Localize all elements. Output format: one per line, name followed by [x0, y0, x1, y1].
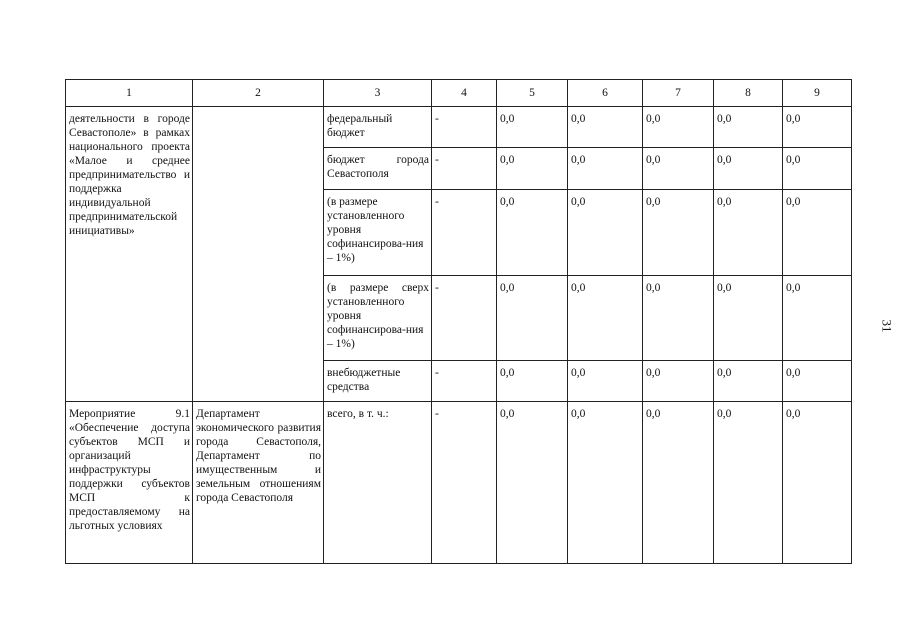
value-cell: 0,0: [497, 107, 568, 148]
header-cell: 4: [432, 80, 497, 107]
value-cell: 0,0: [714, 190, 783, 276]
value-cell: 0,0: [643, 361, 714, 402]
value-cell: 0,0: [783, 190, 852, 276]
value-cell: 0,0: [783, 107, 852, 148]
table-row: [66, 402, 852, 564]
value-cell: 0,0: [783, 361, 852, 402]
value-cell: 0,0: [497, 361, 568, 402]
header-cell: 3: [324, 80, 432, 107]
funding-source: всего, в т. ч.:: [324, 402, 432, 564]
header-cell: 8: [714, 80, 783, 107]
value-cell: 0,0: [497, 402, 568, 564]
header-cell: 9: [783, 80, 852, 107]
page-number: 31: [879, 319, 895, 333]
value-cell: 0,0: [714, 107, 783, 148]
value-cell: 0,0: [714, 361, 783, 402]
value-cell: -: [432, 276, 497, 361]
activity-description: деятельности в городе Севастополе» в рамках национального проекта «Малое и среднее предпринимательство и поддержка индивидуальной предпринимательской инициативы»: [66, 107, 193, 402]
value-cell: -: [432, 148, 497, 190]
funding-source: бюджет города Севастополя: [324, 148, 432, 190]
value-cell: 0,0: [643, 107, 714, 148]
value-cell: 0,0: [568, 148, 643, 190]
value-cell: 0,0: [643, 148, 714, 190]
header-cell: 6: [568, 80, 643, 107]
value-cell: 0,0: [714, 148, 783, 190]
funding-source: федеральный бюджет: [324, 107, 432, 148]
header-cell: 7: [643, 80, 714, 107]
value-cell: 0,0: [643, 276, 714, 361]
executor-cell: Департамент экономического развития города Севастополя, Департамент по имущественным и земельным отношениям города Севастополя: [193, 402, 324, 564]
value-cell: 0,0: [497, 148, 568, 190]
executor-cell: [193, 107, 324, 402]
funding-source: (в размере установленного уровня софинансирова-ния – 1%): [324, 190, 432, 276]
header-row: [66, 80, 852, 107]
activity-description: Мероприятие 9.1 «Обеспечение доступа субъектов МСП и организаций инфраструктуры поддержки субъектов МСП к предоставляемому на льготных условиях: [66, 402, 193, 564]
value-cell: 0,0: [783, 148, 852, 190]
value-cell: -: [432, 402, 497, 564]
value-cell: -: [432, 190, 497, 276]
table-row: [66, 107, 852, 148]
value-cell: 0,0: [643, 190, 714, 276]
value-cell: 0,0: [568, 276, 643, 361]
value-cell: -: [432, 361, 497, 402]
header-cell: 5: [497, 80, 568, 107]
header-cell: 1: [66, 80, 193, 107]
value-cell: 0,0: [568, 361, 643, 402]
value-cell: 0,0: [643, 402, 714, 564]
value-cell: 0,0: [497, 276, 568, 361]
header-cell: 2: [193, 80, 324, 107]
value-cell: 0,0: [568, 107, 643, 148]
value-cell: 0,0: [497, 190, 568, 276]
value-cell: 0,0: [783, 402, 852, 564]
funding-source: (в размере сверх установленного уровня софинансирова-ния – 1%): [324, 276, 432, 361]
value-cell: 0,0: [568, 402, 643, 564]
funding-source: внебюджетные средства: [324, 361, 432, 402]
value-cell: 0,0: [568, 190, 643, 276]
financing-table: [65, 79, 852, 564]
value-cell: 0,0: [714, 402, 783, 564]
value-cell: 0,0: [714, 276, 783, 361]
value-cell: 0,0: [783, 276, 852, 361]
value-cell: -: [432, 107, 497, 148]
